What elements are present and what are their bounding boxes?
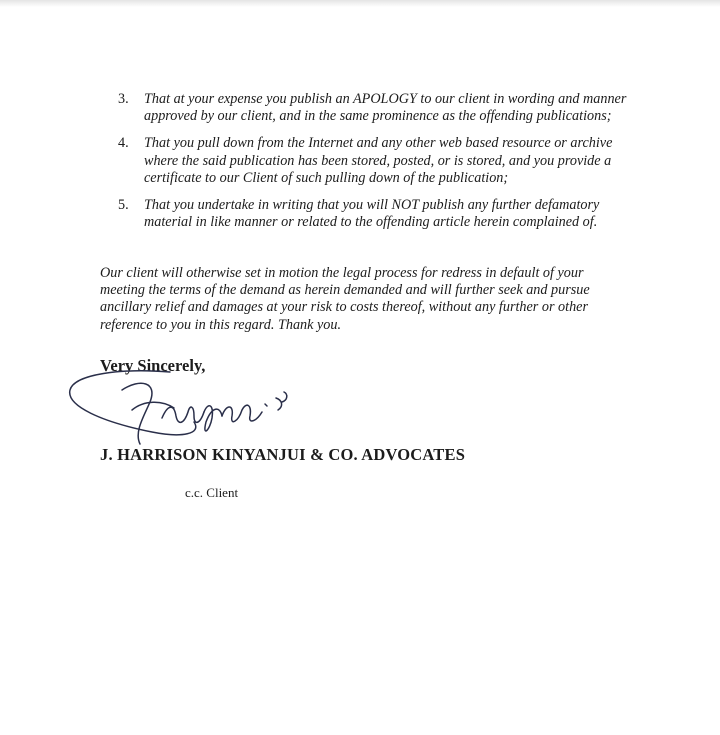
demand-list — [118, 91, 638, 231]
demand-item-4 — [118, 135, 638, 187]
demand-item-3 — [118, 91, 638, 125]
demand-text: That at your expense you publish an APOLOGY to our client in wording and manner approved by our client, and in the same prominence as the offending publications; — [144, 91, 627, 125]
demand-number: 3. — [118, 91, 129, 107]
demand-text: That you undertake in writing that you will NOT publish any further defamatory material in like manner or related to the offending article herein complained of. — [144, 197, 600, 231]
demand-number: 5. — [118, 197, 129, 214]
salutation: Very Sincerely, — [100, 356, 206, 375]
page-top-edge — [0, 0, 720, 7]
cc-line: c.c. Client — [185, 485, 239, 500]
demand-number: 4. — [118, 135, 129, 152]
signatory-firm-name: J. HARRISON KINYANJUI & CO. ADVOCATES — [100, 445, 466, 464]
handwritten-signature — [62, 360, 312, 450]
closing-paragraph: Our client will otherwise set in motion the legal process for redress in default of your meeting the terms of the demand as herein demanded and will further seek and pursue ancillary relief and damages at your risk to costs thereof, without any further or other reference to you in this regard. Thank you. — [100, 265, 590, 333]
demand-text: That you pull down from the Internet and any other web based resource or archive where the said publication has been stored, posted, or is stored, and you provide a certificate to our Client of such pulling down of the publication; — [144, 135, 613, 186]
demand-item-5 — [118, 197, 638, 231]
